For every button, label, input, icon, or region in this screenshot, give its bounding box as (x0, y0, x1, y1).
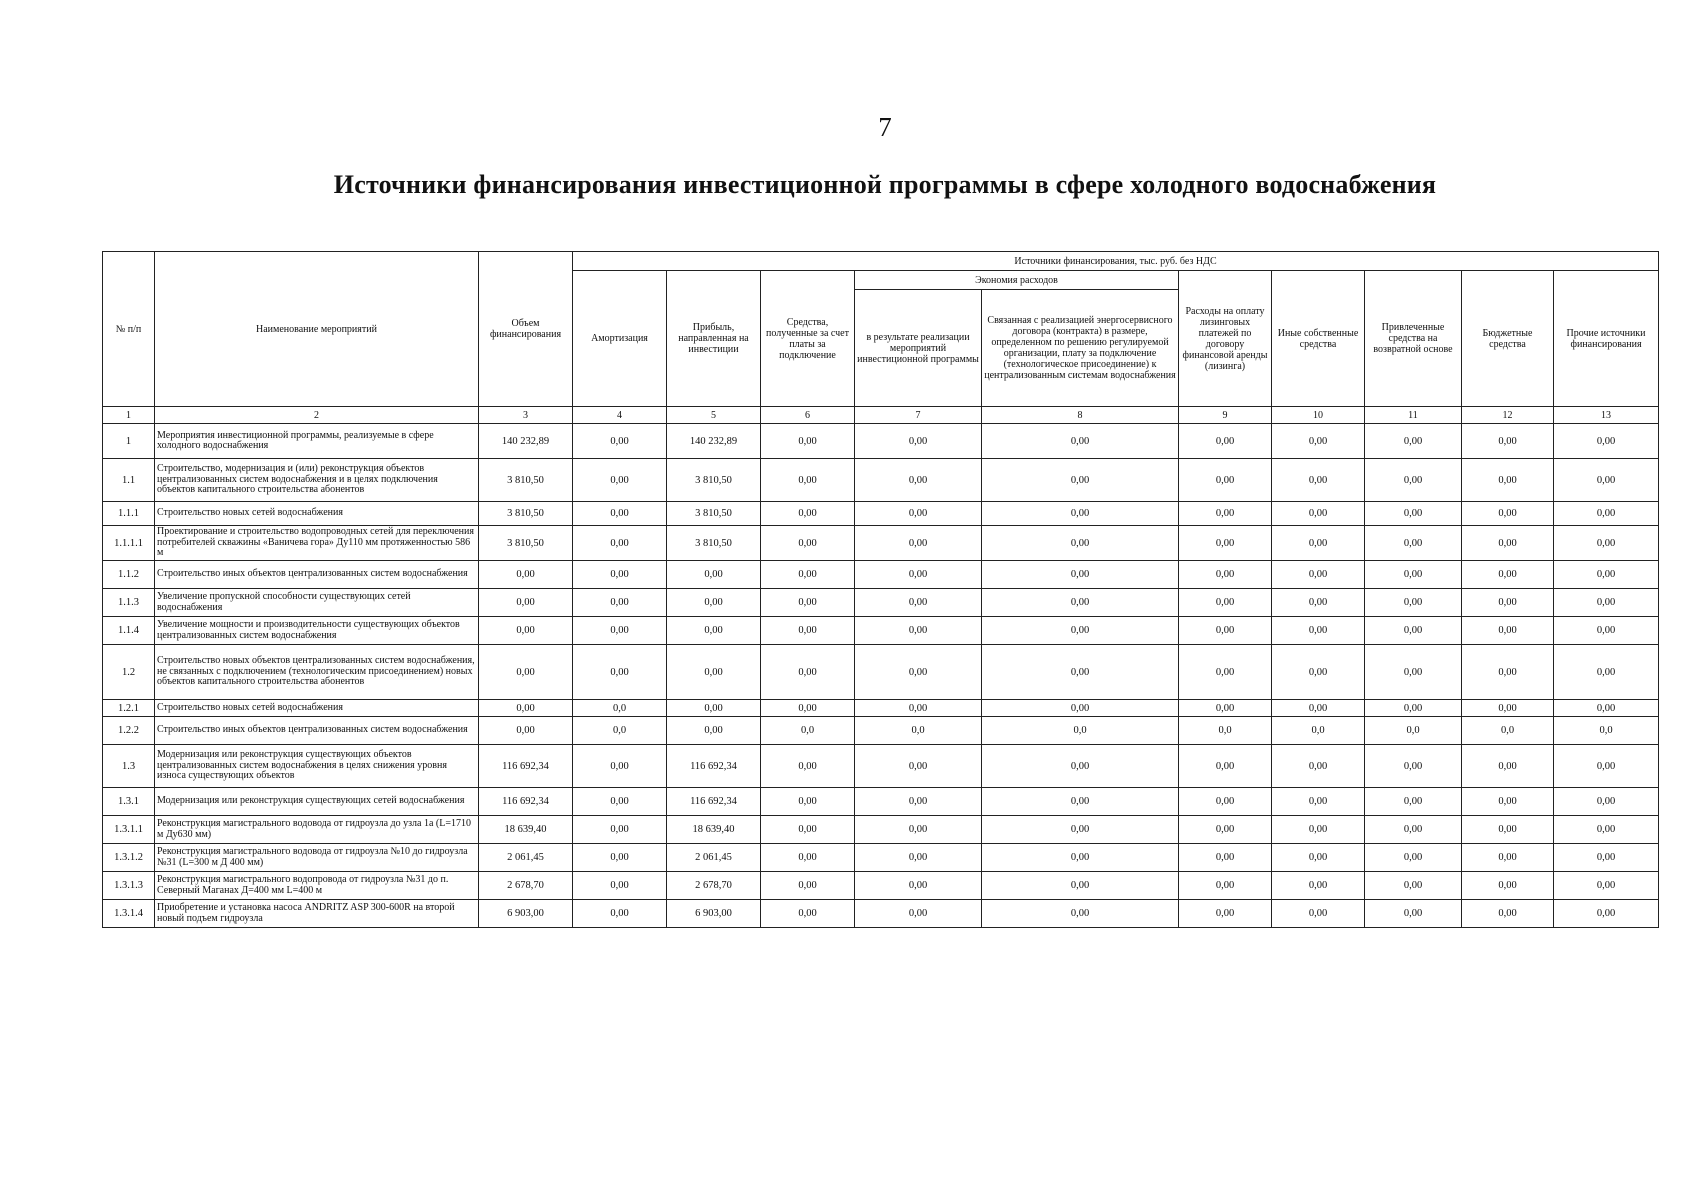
row-value-cell: 0,00 (1554, 526, 1659, 561)
row-value-cell: 2 678,70 (479, 872, 573, 900)
row-value-cell: 0,00 (1462, 502, 1554, 526)
column-index: 9 (1179, 407, 1272, 424)
row-value-cell: 0,00 (1365, 502, 1462, 526)
row-value-cell: 0,00 (1272, 745, 1365, 788)
row-number: 1.3.1.3 (103, 872, 155, 900)
row-value-cell: 0,0 (573, 717, 667, 745)
row-value-cell: 0,00 (982, 526, 1179, 561)
row-activity-name: Мероприятия инвестиционной программы, реализуемые в сфере холодного водоснабжения (155, 424, 479, 459)
row-activity-name: Увеличение мощности и производительности существующих объектов централизованных систем водоснабжения (155, 617, 479, 645)
row-value-cell: 0,00 (1365, 459, 1462, 502)
row-value-cell: 0,00 (761, 561, 855, 589)
row-value-cell: 0,00 (479, 589, 573, 617)
row-value-cell: 140 232,89 (667, 424, 761, 459)
row-value-cell: 0,00 (1179, 589, 1272, 617)
row-number: 1.2 (103, 645, 155, 700)
row-value-cell: 0,00 (573, 424, 667, 459)
row-value-cell: 0,00 (1272, 424, 1365, 459)
row-value-cell: 0,0 (1554, 717, 1659, 745)
table-row (103, 745, 1659, 788)
row-activity-name: Приобретение и установка насоса ANDRITZ ASP 300-600R на второй новый подъем гидроузла (155, 900, 479, 928)
table-row (103, 617, 1659, 645)
row-value-cell: 0,00 (573, 872, 667, 900)
row-value-cell: 0,00 (1365, 424, 1462, 459)
row-value-cell: 0,00 (1365, 526, 1462, 561)
row-value-cell: 0,00 (855, 745, 982, 788)
table-row (103, 788, 1659, 816)
row-value-cell: 140 232,89 (479, 424, 573, 459)
header-economy-program: в результате реализации мероприятий инвестиционной программы (855, 290, 982, 407)
row-value-cell: 0,00 (1272, 617, 1365, 645)
row-value-cell: 0,00 (982, 617, 1179, 645)
row-value-cell: 0,00 (573, 459, 667, 502)
row-value-cell: 0,00 (761, 745, 855, 788)
row-value-cell: 0,00 (1272, 844, 1365, 872)
row-value-cell: 0,00 (1179, 424, 1272, 459)
table-row (103, 900, 1659, 928)
table-row (103, 700, 1659, 717)
row-value-cell: 0,00 (1554, 617, 1659, 645)
row-value-cell: 0,00 (855, 816, 982, 844)
row-value-cell: 0,00 (1554, 589, 1659, 617)
column-index: 4 (573, 407, 667, 424)
row-value-cell: 0,00 (982, 459, 1179, 502)
row-value-cell: 0,00 (855, 526, 982, 561)
column-index: 2 (155, 407, 479, 424)
row-value-cell: 0,00 (573, 561, 667, 589)
row-value-cell: 0,00 (1365, 645, 1462, 700)
table-row (103, 502, 1659, 526)
row-number: 1.1.3 (103, 589, 155, 617)
row-value-cell: 0,00 (1365, 816, 1462, 844)
column-index: 1 (103, 407, 155, 424)
row-activity-name: Увеличение пропускной способности существующих сетей водоснабжения (155, 589, 479, 617)
row-activity-name: Строительство иных объектов централизованных систем водоснабжения (155, 561, 479, 589)
row-number: 1.3.1 (103, 788, 155, 816)
row-value-cell: 0,00 (667, 645, 761, 700)
row-value-cell: 0,00 (1554, 459, 1659, 502)
row-value-cell: 2 061,45 (667, 844, 761, 872)
row-value-cell: 0,00 (1462, 459, 1554, 502)
row-value-cell: 0,00 (667, 717, 761, 745)
header-other-own-funds: Иные собственные средства (1272, 271, 1365, 407)
row-value-cell: 0,00 (1179, 872, 1272, 900)
row-value-cell: 0,00 (982, 561, 1179, 589)
header-economy-energy-contract: Связанная с реализацией энергосервисного договора (контракта) в размере, определенном по решению регулируемой организации, плату за подключение (технологическое присоединение) к централизованным системам водоснабжения (982, 290, 1179, 407)
row-value-cell: 0,00 (1179, 900, 1272, 928)
row-value-cell: 0,00 (1272, 561, 1365, 589)
header-num: № п/п (103, 252, 155, 407)
row-value-cell: 0,00 (573, 526, 667, 561)
row-number: 1.1.4 (103, 617, 155, 645)
header-leasing: Расходы на оплату лизинговых платежей по договору финансовой аренды (лизинга) (1179, 271, 1272, 407)
row-activity-name: Строительство новых сетей водоснабжения (155, 502, 479, 526)
table-row (103, 816, 1659, 844)
row-value-cell: 0,00 (982, 816, 1179, 844)
row-value-cell: 3 810,50 (667, 459, 761, 502)
row-value-cell: 0,00 (573, 788, 667, 816)
row-value-cell: 0,00 (1365, 617, 1462, 645)
row-value-cell: 0,00 (1554, 844, 1659, 872)
row-value-cell: 0,00 (1365, 788, 1462, 816)
row-value-cell: 0,00 (573, 645, 667, 700)
row-value-cell: 0,00 (1272, 589, 1365, 617)
row-value-cell: 0,00 (761, 816, 855, 844)
row-number: 1.1.1 (103, 502, 155, 526)
row-value-cell: 0,00 (1365, 700, 1462, 717)
row-value-cell: 0,00 (573, 900, 667, 928)
row-value-cell: 0,00 (982, 424, 1179, 459)
row-number: 1.3.1.1 (103, 816, 155, 844)
row-value-cell: 0,00 (855, 589, 982, 617)
row-number: 1.2.1 (103, 700, 155, 717)
row-value-cell: 0,00 (761, 526, 855, 561)
row-value-cell: 0,00 (1554, 424, 1659, 459)
header-amortization: Амортизация (573, 271, 667, 407)
row-value-cell: 0,00 (1179, 645, 1272, 700)
row-value-cell: 0,00 (1462, 424, 1554, 459)
header-profit: Прибыль, направленная на инвестиции (667, 271, 761, 407)
row-activity-name: Модернизация или реконструкция существующих объектов централизованных систем водоснабжения в целях снижения уровня износа существующих объектов (155, 745, 479, 788)
column-index-row (103, 407, 1659, 424)
row-value-cell: 0,00 (982, 745, 1179, 788)
row-value-cell: 0,00 (855, 872, 982, 900)
row-value-cell: 0,00 (1554, 502, 1659, 526)
row-value-cell: 0,00 (761, 617, 855, 645)
row-value-cell: 0,0 (1179, 717, 1272, 745)
row-value-cell: 0,00 (479, 645, 573, 700)
row-value-cell: 0,00 (1462, 617, 1554, 645)
row-number: 1.1.1.1 (103, 526, 155, 561)
row-value-cell: 0,00 (982, 788, 1179, 816)
row-value-cell: 0,00 (1179, 816, 1272, 844)
row-value-cell: 0,00 (761, 424, 855, 459)
row-value-cell: 6 903,00 (667, 900, 761, 928)
row-value-cell: 116 692,34 (479, 788, 573, 816)
row-value-cell: 0,00 (1272, 645, 1365, 700)
row-value-cell: 0,00 (761, 844, 855, 872)
row-value-cell: 0,00 (1365, 589, 1462, 617)
row-value-cell: 0,00 (1272, 900, 1365, 928)
row-value-cell: 0,0 (855, 717, 982, 745)
row-value-cell: 0,00 (1179, 502, 1272, 526)
row-value-cell: 0,0 (573, 700, 667, 717)
row-number: 1.3.1.4 (103, 900, 155, 928)
financing-table (102, 251, 1659, 928)
row-value-cell: 0,00 (855, 788, 982, 816)
row-value-cell: 2 678,70 (667, 872, 761, 900)
row-value-cell: 0,00 (1272, 502, 1365, 526)
row-value-cell: 0,00 (1179, 844, 1272, 872)
row-value-cell: 0,00 (1179, 700, 1272, 717)
column-index: 10 (1272, 407, 1365, 424)
row-value-cell: 0,00 (1179, 526, 1272, 561)
row-value-cell: 0,00 (855, 502, 982, 526)
row-value-cell: 0,00 (667, 561, 761, 589)
table-row (103, 561, 1659, 589)
row-value-cell: 0,00 (855, 900, 982, 928)
row-value-cell: 0,00 (855, 459, 982, 502)
row-value-cell: 0,00 (1554, 700, 1659, 717)
row-value-cell: 0,00 (982, 700, 1179, 717)
row-value-cell: 0,00 (982, 589, 1179, 617)
row-value-cell: 0,00 (982, 872, 1179, 900)
row-value-cell: 0,00 (982, 844, 1179, 872)
column-index: 11 (1365, 407, 1462, 424)
row-value-cell: 0,00 (1365, 745, 1462, 788)
row-value-cell: 0,00 (573, 816, 667, 844)
row-value-cell: 0,0 (1365, 717, 1462, 745)
row-number: 1.1 (103, 459, 155, 502)
row-value-cell: 0,0 (1272, 717, 1365, 745)
column-index: 5 (667, 407, 761, 424)
row-value-cell: 0,00 (1554, 872, 1659, 900)
page-number: 7 (878, 112, 892, 142)
row-value-cell: 0,00 (1462, 700, 1554, 717)
row-value-cell: 0,00 (667, 617, 761, 645)
row-activity-name: Реконструкция магистрального водовода от гидроузла №10 до гидроузла №31 (L=300 м Д 400 мм) (155, 844, 479, 872)
row-value-cell: 0,00 (1365, 900, 1462, 928)
row-value-cell: 3 810,50 (667, 526, 761, 561)
row-value-cell: 0,00 (1554, 816, 1659, 844)
row-value-cell: 0,00 (573, 617, 667, 645)
table-row (103, 459, 1659, 502)
row-value-cell: 0,00 (1554, 745, 1659, 788)
row-value-cell: 0,00 (1554, 561, 1659, 589)
row-value-cell: 0,00 (982, 502, 1179, 526)
row-value-cell: 0,00 (1462, 844, 1554, 872)
row-value-cell: 116 692,34 (479, 745, 573, 788)
header-budget-funds: Бюджетные средства (1462, 271, 1554, 407)
row-value-cell: 0,00 (573, 745, 667, 788)
table-row (103, 589, 1659, 617)
table-row (103, 872, 1659, 900)
row-activity-name: Строительство новых сетей водоснабжения (155, 700, 479, 717)
row-value-cell: 0,00 (855, 561, 982, 589)
row-activity-name: Строительство новых объектов централизованных систем водоснабжения, не связанных с подключением (технологическим присоединением) новых объектов капитального строительства абонентов (155, 645, 479, 700)
row-value-cell: 0,00 (573, 589, 667, 617)
row-value-cell: 0,00 (761, 589, 855, 617)
row-value-cell: 0,00 (761, 645, 855, 700)
row-value-cell: 0,00 (573, 844, 667, 872)
column-index: 7 (855, 407, 982, 424)
row-value-cell: 0,00 (573, 502, 667, 526)
column-index: 3 (479, 407, 573, 424)
row-value-cell: 0,00 (1365, 561, 1462, 589)
row-value-cell: 0,00 (761, 788, 855, 816)
row-activity-name: Строительство, модернизация и (или) реконструкция объектов централизованных систем водоснабжения и в целях подключения объектов капитального строительства абонентов (155, 459, 479, 502)
row-number: 1.1.2 (103, 561, 155, 589)
row-number: 1.2.2 (103, 717, 155, 745)
table-row (103, 717, 1659, 745)
table-row (103, 526, 1659, 561)
row-activity-name: Реконструкция магистрального водовода от гидроузла до узла 1а (L=1710 м Ду630 мм) (155, 816, 479, 844)
row-activity-name: Строительство иных объектов централизованных систем водоснабжения (155, 717, 479, 745)
row-activity-name: Проектирование и строительство водопроводных сетей для переключения потребителей скважины «Ваничева гора» Ду110 мм протяженностью 586 м (155, 526, 479, 561)
row-value-cell: 2 061,45 (479, 844, 573, 872)
row-value-cell: 0,00 (1462, 561, 1554, 589)
row-value-cell: 0,00 (982, 645, 1179, 700)
row-value-cell: 0,00 (982, 900, 1179, 928)
row-activity-name: Модернизация или реконструкция существующих сетей водоснабжения (155, 788, 479, 816)
row-value-cell: 0,00 (855, 645, 982, 700)
row-value-cell: 0,00 (667, 589, 761, 617)
row-value-cell: 0,00 (855, 844, 982, 872)
row-value-cell: 0,00 (1554, 900, 1659, 928)
column-index: 8 (982, 407, 1179, 424)
row-number: 1.3.1.2 (103, 844, 155, 872)
header-volume: Объем финансирования (479, 252, 573, 407)
row-value-cell: 0,00 (1462, 872, 1554, 900)
row-value-cell: 0,00 (1179, 617, 1272, 645)
row-value-cell: 0,00 (479, 717, 573, 745)
row-value-cell: 0,00 (855, 700, 982, 717)
row-value-cell: 0,00 (761, 502, 855, 526)
row-value-cell: 0,00 (1462, 526, 1554, 561)
row-value-cell: 6 903,00 (479, 900, 573, 928)
row-value-cell: 0,00 (1272, 872, 1365, 900)
row-value-cell: 0,0 (1462, 717, 1554, 745)
table-row (103, 645, 1659, 700)
header-connection-fee: Средства, полученные за счет платы за подключение (761, 271, 855, 407)
row-value-cell: 0,00 (479, 561, 573, 589)
row-value-cell: 0,00 (761, 700, 855, 717)
row-value-cell: 0,00 (1179, 459, 1272, 502)
row-value-cell: 0,00 (1179, 561, 1272, 589)
column-index: 13 (1554, 407, 1659, 424)
row-value-cell: 0,00 (1554, 645, 1659, 700)
row-value-cell: 0,00 (1554, 788, 1659, 816)
row-value-cell: 0,00 (1462, 589, 1554, 617)
row-value-cell: 0,0 (761, 717, 855, 745)
page-title: Источники финансирования инвестиционной программы в сфере холодного водоснабжения (333, 170, 1437, 199)
row-value-cell: 0,00 (1272, 459, 1365, 502)
row-value-cell: 0,00 (855, 617, 982, 645)
header-economy-group: Экономия расходов (855, 271, 1179, 290)
row-value-cell: 0,00 (1365, 872, 1462, 900)
header-other-sources: Прочие источники финансирования (1554, 271, 1659, 407)
row-value-cell: 0,00 (667, 700, 761, 717)
row-value-cell: 0,00 (1272, 700, 1365, 717)
row-value-cell: 0,00 (479, 700, 573, 717)
row-value-cell: 0,0 (982, 717, 1179, 745)
row-value-cell: 0,00 (1272, 816, 1365, 844)
row-value-cell: 3 810,50 (479, 459, 573, 502)
table-row (103, 424, 1659, 459)
row-value-cell: 0,00 (1179, 788, 1272, 816)
row-value-cell: 3 810,50 (479, 526, 573, 561)
header-attracted-funds: Привлеченные средства на возвратной основе (1365, 271, 1462, 407)
column-index: 6 (761, 407, 855, 424)
row-number: 1.3 (103, 745, 155, 788)
row-value-cell: 18 639,40 (479, 816, 573, 844)
row-value-cell: 0,00 (855, 424, 982, 459)
header-sources-group: Источники финансирования, тыс. руб. без НДС (573, 252, 1659, 271)
row-value-cell: 3 810,50 (667, 502, 761, 526)
row-value-cell: 0,00 (1462, 645, 1554, 700)
row-value-cell: 0,00 (1272, 788, 1365, 816)
row-value-cell: 0,00 (1365, 844, 1462, 872)
row-value-cell: 0,00 (479, 617, 573, 645)
row-value-cell: 3 810,50 (479, 502, 573, 526)
table-row (103, 844, 1659, 872)
table-body (103, 424, 1659, 928)
row-value-cell: 0,00 (1462, 900, 1554, 928)
header-name: Наименование мероприятий (155, 252, 479, 407)
row-value-cell: 0,00 (761, 459, 855, 502)
column-index: 12 (1462, 407, 1554, 424)
row-number: 1 (103, 424, 155, 459)
row-value-cell: 116 692,34 (667, 788, 761, 816)
row-activity-name: Реконструкция магистрального водопровода от гидроузла №31 до п. Северный Маганах Д=400 мм L=400 м (155, 872, 479, 900)
row-value-cell: 0,00 (1462, 745, 1554, 788)
row-value-cell: 0,00 (1462, 788, 1554, 816)
row-value-cell: 0,00 (1179, 745, 1272, 788)
row-value-cell: 0,00 (761, 872, 855, 900)
row-value-cell: 116 692,34 (667, 745, 761, 788)
row-value-cell: 18 639,40 (667, 816, 761, 844)
row-value-cell: 0,00 (761, 900, 855, 928)
row-value-cell: 0,00 (1272, 526, 1365, 561)
row-value-cell: 0,00 (1462, 816, 1554, 844)
